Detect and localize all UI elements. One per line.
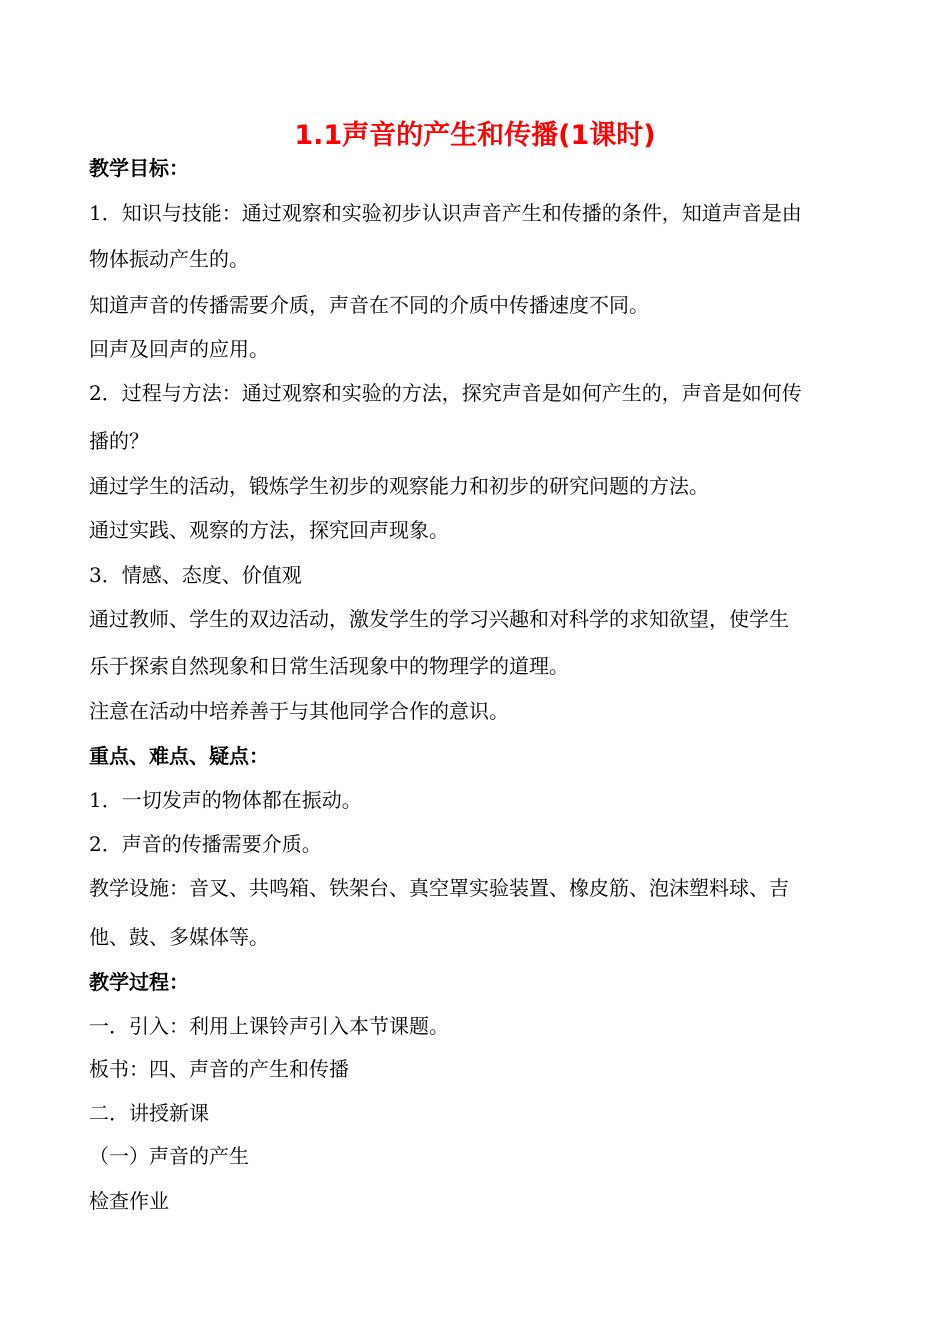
process-item-4: （一）声音的产生	[89, 1144, 249, 1168]
objective-3-line-3: 乐于探索自然现象和日常生活现象中的物理学的道理。	[89, 654, 569, 678]
equipment-line-2: 他、鼓、多媒体等。	[89, 925, 269, 949]
keypoint-2: 2．声音的传播需要介质。	[89, 832, 322, 856]
objectives-heading: 教学目标：	[89, 156, 189, 180]
process-item-5: 检查作业	[89, 1189, 169, 1213]
objective-2-line-3: 通过学生的活动，锻炼学生初步的观察能力和初步的研究问题的方法。	[89, 474, 709, 498]
objective-1-line-1: 1．知识与技能：通过观察和实验初步认识声音产生和传播的条件，知道声音是由	[89, 201, 802, 225]
keypoint-1: 1．一切发声的物体都在振动。	[89, 788, 362, 812]
process-item-1: 一．引入：利用上课铃声引入本节课题。	[89, 1014, 449, 1038]
objective-3-line-1: 3．情感、态度、价值观	[89, 563, 302, 587]
document-title: 1.1声音的产生和传播(1课时)	[294, 120, 656, 151]
process-heading: 教学过程：	[89, 970, 189, 994]
objective-3-line-4: 注意在活动中培养善于与其他同学合作的意识。	[89, 699, 509, 723]
process-item-2: 板书：四、声音的产生和传播	[89, 1057, 349, 1081]
objective-2-line-1: 2．过程与方法：通过观察和实验的方法，探究声音是如何产生的，声音是如何传	[89, 381, 802, 405]
objective-3-line-2: 通过教师、学生的双边活动，激发学生的学习兴趣和对科学的求知欲望，使学生	[89, 607, 789, 631]
equipment-line-1: 教学设施：音叉、共鸣箱、铁架台、真空罩实验装置、橡皮筋、泡沫塑料球、吉	[89, 876, 789, 900]
objective-1-line-2: 物体振动产生的。	[89, 247, 249, 271]
objective-1-line-3: 知道声音的传播需要介质，声音在不同的介质中传播速度不同。	[89, 293, 649, 317]
objective-2-line-4: 通过实践、观察的方法，探究回声现象。	[89, 518, 449, 542]
objective-2-line-2: 播的？	[89, 429, 149, 453]
objective-1-line-4: 回声及回声的应用。	[89, 337, 269, 361]
process-item-3: 二．讲授新课	[89, 1101, 209, 1125]
keypoints-heading: 重点、难点、疑点：	[89, 744, 269, 768]
